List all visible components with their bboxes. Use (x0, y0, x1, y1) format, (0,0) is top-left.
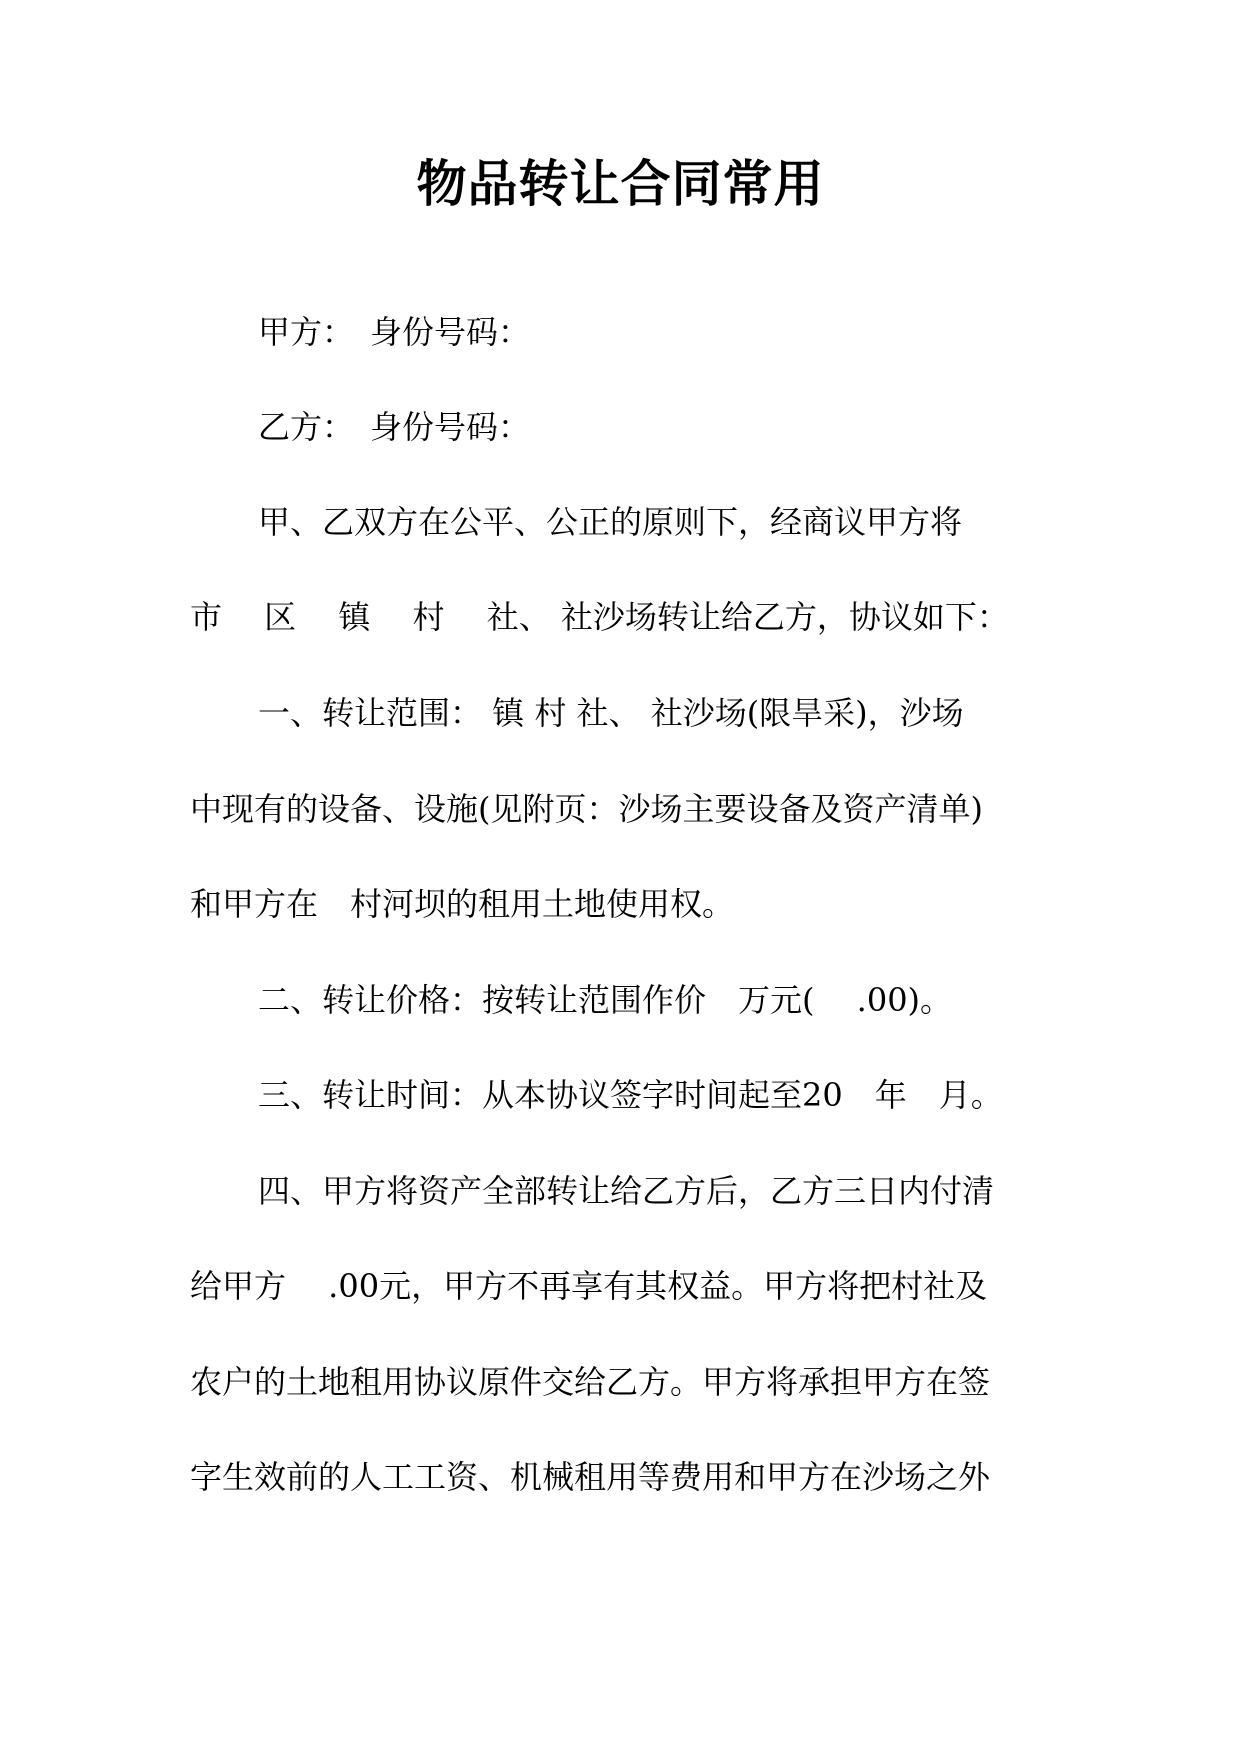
party-b-line: 乙方： 身份号码： (258, 408, 531, 446)
clause-4-line: 字生效前的人工工资、机械租用等费用和甲方在沙场之外 (190, 1458, 991, 1496)
document-title: 物品转让合同常用 (416, 155, 825, 213)
clause-4-line: 给甲方 .00元，甲方不再享有其权益。甲方将把村社及 (190, 1267, 988, 1305)
clause-3-line: 三、转让时间：从本协议签字时间起至20 年 月。 (258, 1076, 1003, 1114)
clause-2-line: 二、转让价格：按转让范围作价 万元( .00)。 (258, 981, 953, 1019)
clause-1-line: 中现有的设备、设施(见附页：沙场主要设备及资产清单) (190, 790, 983, 828)
clause-4-line: 四、甲方将资产全部转让给乙方后，乙方三日内付清 (258, 1172, 995, 1210)
paragraph-line: 市 区 镇 村 社、 社沙场转让给乙方，协议如下： (190, 598, 1009, 636)
party-a-line: 甲方： 身份号码： (258, 313, 531, 351)
clause-1-line: 一、转让范围： 镇 村 社、 社沙场(限旱采)，沙场 (258, 694, 964, 732)
paragraph-line: 甲、乙双方在公平、公正的原则下，经商议甲方将 (258, 503, 963, 541)
clause-4-line: 农户的土地租用协议原件交给乙方。甲方将承担甲方在签 (190, 1363, 991, 1401)
clause-1-line: 和甲方在 村河坝的租用土地使用权。 (190, 885, 735, 923)
